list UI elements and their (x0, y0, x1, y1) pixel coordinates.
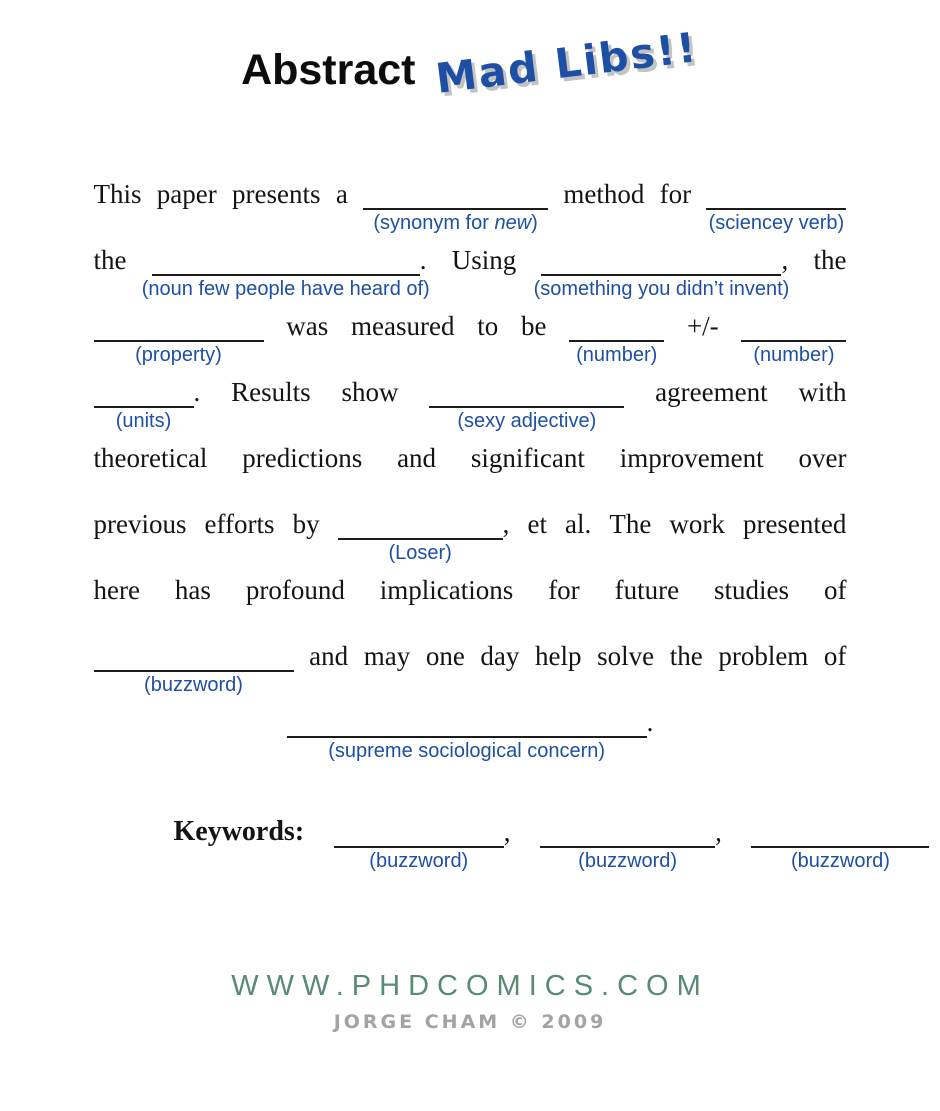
blank-hint: (noun few people have heard of) (141, 278, 430, 300)
blank-hint: (something you didn’t invent) (533, 278, 790, 300)
abstract-word: previous (93, 509, 187, 539)
abstract-word: measured (351, 311, 455, 341)
abstract-word: Using (451, 245, 517, 275)
blank-with-hint (741, 307, 846, 366)
abstract-word: agreement (655, 377, 768, 407)
blank-property[interactable] (94, 307, 264, 366)
blank-keyword-1[interactable] (334, 813, 504, 872)
abstract-word: over (798, 443, 847, 473)
abstract-body (93, 170, 890, 872)
abstract-word: show (341, 377, 399, 407)
title-madlibs-script: Mad Libs!! (432, 22, 700, 103)
page-title (0, 0, 940, 116)
abstract-word: the (669, 641, 703, 671)
abstract-word: efforts (204, 509, 275, 539)
abstract-word: implications (379, 575, 514, 605)
blank-something-not-invented[interactable] (533, 241, 790, 300)
keywords-label: Keywords: (173, 816, 305, 847)
punctuation: . (193, 377, 201, 407)
abstract-word: to (477, 311, 499, 341)
abstract-word: presents (232, 179, 321, 209)
abstract-word: paper (156, 179, 217, 209)
blank-hint: (supreme sociological concern) (328, 740, 606, 762)
blank-buzzword-main[interactable] (94, 637, 294, 696)
abstract-word: day (480, 641, 520, 671)
blank-hint: (buzzword) (578, 850, 678, 872)
abstract-word: of (823, 575, 847, 605)
abstract-word: studies (714, 575, 790, 605)
footer (0, 970, 940, 1033)
site-url: WWW.PHDCOMICS.COM (231, 970, 709, 1002)
abstract-word: future (614, 575, 680, 605)
punctuation: , (502, 509, 510, 539)
abstract-word: the (93, 245, 127, 275)
blank-synonym-for-new[interactable] (363, 175, 548, 234)
blank-hint: (number) (576, 344, 658, 366)
abstract-line-7 (94, 566, 847, 606)
blank-with-hint (94, 373, 201, 432)
blank-with-hint (540, 813, 722, 872)
blank-supreme-sociological-concern[interactable] (287, 703, 647, 762)
blank-with-hint (334, 813, 511, 872)
abstract-word: a (335, 179, 348, 209)
blank-keyword-2[interactable] (540, 813, 715, 872)
blank-obscure-noun[interactable] (141, 241, 430, 300)
blank-hint: (buzzword) (369, 850, 469, 872)
abstract-word: for (659, 179, 692, 209)
abstract-word: significant (470, 443, 585, 473)
blank-loser[interactable] (338, 505, 503, 564)
blank-with-hint (569, 307, 664, 366)
abstract-word: with (798, 377, 847, 407)
abstract-word: presented (742, 509, 847, 539)
abstract-word: for (548, 575, 580, 605)
blank-number-2[interactable] (741, 307, 846, 366)
blank-hint: (buzzword) (791, 850, 890, 872)
blank-with-hint (94, 307, 264, 366)
abstract-word: work (669, 509, 725, 539)
blank-hint: (units) (115, 410, 172, 432)
abstract-word: al. (565, 509, 592, 539)
blank-hint: (synonym for new) (373, 212, 538, 234)
punctuation: , (503, 817, 511, 847)
abstract-word: be (520, 311, 547, 341)
blank-with-hint (751, 813, 929, 872)
blank-keyword-3[interactable] (751, 813, 929, 872)
abstract-word: method (563, 179, 645, 209)
abstract-word: and (309, 641, 349, 671)
punctuation: . (646, 707, 654, 737)
abstract-word: may (363, 641, 411, 671)
abstract-line-5 (94, 434, 847, 474)
punctuation: . (419, 245, 427, 275)
blank-with-hint (338, 505, 510, 564)
abstract-word: profound (245, 575, 345, 605)
abstract-line-3 (94, 302, 847, 366)
abstract-word: theoretical (93, 443, 208, 473)
copyright-line: JORGE CHAM © 2009 (333, 1011, 607, 1033)
blank-with-hint (287, 703, 654, 762)
keywords-line (173, 808, 930, 872)
abstract-word: was (286, 311, 329, 341)
abstract-line-2 (93, 236, 847, 300)
abstract-line-9 (94, 698, 847, 762)
abstract-word: help (535, 641, 582, 671)
abstract-line-1 (93, 170, 847, 234)
blank-with-hint (533, 241, 790, 300)
blank-hint: (Loser) (388, 542, 452, 564)
blank-hint: (sexy adjective) (457, 410, 597, 432)
abstract-word: of (823, 641, 847, 671)
blank-hint: (sciencey verb) (708, 212, 845, 234)
blank-sciencey-verb[interactable] (706, 175, 846, 234)
blank-with-hint (706, 175, 846, 234)
abstract-line-6 (93, 500, 847, 564)
abstract-word: This (93, 179, 142, 209)
blank-hint: (buzzword) (144, 674, 243, 696)
punctuation: , (781, 245, 789, 275)
abstract-word: problem (718, 641, 809, 671)
blank-sexy-adjective[interactable] (429, 373, 624, 432)
abstract-line-4 (94, 368, 847, 432)
abstract-word: the (813, 245, 847, 275)
blank-number-1[interactable] (569, 307, 664, 366)
blank-with-hint (141, 241, 430, 300)
abstract-word: one (425, 641, 465, 671)
abstract-word: here (93, 575, 140, 605)
abstract-word: improvement (619, 443, 764, 473)
blank-hint: (number) (753, 344, 835, 366)
abstract-word: solve (597, 641, 655, 671)
abstract-word: predictions (242, 443, 363, 473)
blank-with-hint (429, 373, 624, 432)
abstract-word: +/- (686, 311, 719, 341)
abstract-word: Results (231, 377, 311, 407)
abstract-word: et (527, 509, 547, 539)
blank-with-hint (363, 175, 548, 234)
blank-with-hint (94, 637, 294, 696)
abstract-word: has (174, 575, 211, 605)
punctuation: , (715, 817, 722, 847)
abstract-line-8 (94, 632, 847, 696)
blank-units[interactable] (94, 373, 194, 432)
blank-hint: (property) (135, 344, 222, 366)
abstract-word: by (292, 509, 320, 539)
abstract-word: and (397, 443, 437, 473)
abstract-word: The (609, 509, 652, 539)
title-abstract-text: Abstract (241, 46, 416, 94)
